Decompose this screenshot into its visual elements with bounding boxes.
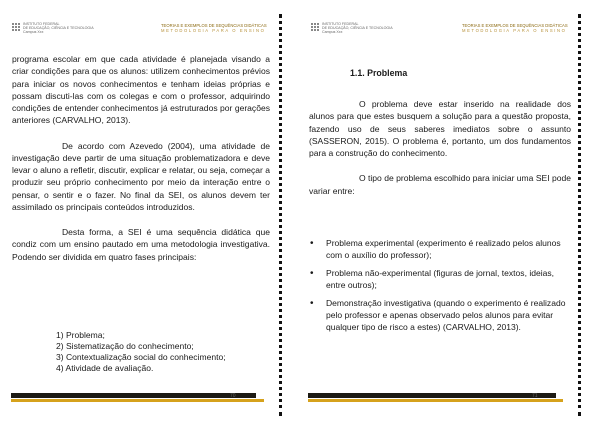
problem-types-list [308,238,571,340]
institution-name: INSTITUTO FEDERAL DE EDUCAÇÃO, CIÊNCIA E TECNOLOGIA Campus Xxx [23,22,94,35]
page-footer [308,393,572,406]
list-item: • Demonstração investigativa (quando o experimento é realizado pelo professor e apenas observado pelos alunos para evitar qualquer tipo de risco a estes) (CARVALHO, 2013). [308,298,571,333]
footer-bar-black [11,393,256,398]
page-edge-dotted-line [578,14,581,416]
page-footer [11,393,273,406]
list-item: 1) Problema; [56,330,105,340]
page-header [310,22,572,40]
page-edge-dotted-line [279,14,282,416]
paragraph: Desta forma, a SEI é uma sequência didática que condiz com um ensino pautado em uma metodologia investigativa. Podendo ser dividida em quatro fases principais: [12,227,270,262]
page-number: 71 [532,393,538,399]
body-text [309,98,571,197]
paragraph: De acordo com Azevedo (2004), uma atividade de investigação deve partir de uma situação problematizadora e deve levar o aluno a refletir, discutir, explicar e relatar, ou seja, começar a produzir seu próprio conhecimento por meio da interação entre o pensar, o sentir e o fazer. No final da SEI, os alunos devem ter assimilado os principais conteúdos introduzidos. [12,140,270,212]
institution-logo [11,22,20,34]
phases-list [56,330,271,374]
list-item: 2) Sistematização do conhecimento; [56,341,194,351]
page-number: 70 [230,393,236,399]
footer-bar-gold [308,399,563,402]
list-item: 3) Contextualização social do conhecimento; [56,352,226,362]
right-page [300,0,600,424]
list-item: 4) Atividade de avaliação. [56,363,154,373]
series-title: TEORIAS E EXEMPLOS DE SEQUÊNCIAS DIDÁTICAS METODOLOGIA PARA O ENSINO [161,23,267,33]
body-text [12,53,270,263]
page-header [11,22,271,40]
paragraph: O problema deve estar inserido na realidade dos alunos para que estes busquem a solução para a questão proposta, fazendo uso de seus saberes imediatos sobre o assunto (SASSERON, 2015). O problema é, portanto, um dos fundamentos para a construção do conhecimento. [309,99,571,158]
section-title: 1.1. Problema [350,68,408,78]
list-item: • Problema experimental (experimento é realizado pelos alunos com o auxílio do professor); [308,238,571,261]
paragraph: O tipo de problema escolhido para iniciar uma SEI pode variar entre: [309,173,571,196]
series-title: TEORIAS E EXEMPLOS DE SEQUÊNCIAS DIDÁTICAS METODOLOGIA PARA O ENSINO [462,23,568,33]
footer-bar-gold [11,399,264,402]
footer-bar-black [308,393,556,398]
paragraph: programa escolar em que cada atividade é planejada visando a criar condições para que os alunos: utilizem conhecimentos prévios para iniciar os novos conhecimentos e tenham ideias próprias e possam discuti-las com os colegas e com o professor, adquirindo condições de entender conhecimentos já estruturados por gerações anteriores (CARVALHO, 2013). [12,54,270,126]
institution-logo [310,22,319,34]
institution-name: INSTITUTO FEDERAL DE EDUCAÇÃO, CIÊNCIA E TECNOLOGIA Campus Xxx [322,22,393,35]
list-item: • Problema não-experimental (figuras de jornal, textos, ideias, entre outros); [308,268,571,291]
